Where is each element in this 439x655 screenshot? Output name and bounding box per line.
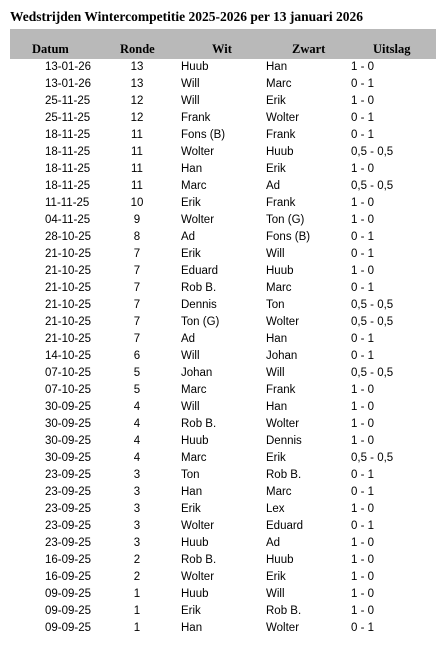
cell-ronde: 13: [130, 61, 144, 73]
cell-uitslag: 0,5 - 0,5: [351, 452, 394, 464]
cell-zwart: Ad: [266, 180, 281, 192]
cell-wit: Marc: [181, 180, 207, 192]
cell-wit: Wolter: [181, 146, 215, 158]
table-row: [0, 569, 439, 586]
cell-uitslag: 0 - 1: [351, 350, 375, 362]
cell-wit: Will: [181, 95, 200, 107]
cell-ronde: 8: [133, 231, 141, 243]
cell-ronde: 3: [133, 503, 141, 515]
cell-ronde: 1: [133, 605, 141, 617]
cell-ronde: 2: [133, 571, 141, 583]
cell-datum: 21-10-25: [45, 316, 92, 328]
cell-zwart: Ad: [266, 537, 281, 549]
table-row: [0, 416, 439, 433]
cell-uitslag: 1 - 0: [351, 95, 375, 107]
cell-wit: Marc: [181, 384, 207, 396]
cell-datum: 25-11-25: [45, 95, 91, 107]
cell-uitslag: 0 - 1: [351, 129, 375, 141]
results-table-body: [0, 59, 439, 637]
table-row: [0, 195, 439, 212]
cell-zwart: Rob B.: [266, 469, 302, 481]
cell-wit: Frank: [181, 112, 211, 124]
table-row: [0, 144, 439, 161]
table-header: [10, 29, 436, 59]
cell-ronde: 7: [133, 265, 141, 277]
table-row: [0, 161, 439, 178]
cell-wit: Eduard: [181, 265, 219, 277]
cell-datum: 23-09-25: [45, 486, 92, 498]
cell-uitslag: 0,5 - 0,5: [351, 146, 394, 158]
column-header-datum: Datum: [32, 42, 69, 56]
cell-wit: Huub: [181, 435, 209, 447]
column-header-zwart: Zwart: [292, 42, 326, 56]
cell-datum: 21-10-25: [45, 282, 92, 294]
table-row: [0, 365, 439, 382]
cell-wit: Rob B.: [181, 418, 217, 430]
cell-wit: Ad: [181, 333, 196, 345]
cell-zwart: Frank: [266, 129, 296, 141]
table-row: [0, 314, 439, 331]
cell-datum: 23-09-25: [45, 503, 92, 515]
cell-zwart: Dennis: [266, 435, 302, 447]
cell-datum: 21-10-25: [45, 299, 92, 311]
table-row: [0, 59, 439, 76]
cell-ronde: 6: [133, 350, 141, 362]
cell-ronde: 4: [133, 435, 141, 447]
table-row: [0, 399, 439, 416]
cell-ronde: 7: [133, 299, 141, 311]
cell-ronde: 7: [133, 248, 141, 260]
cell-ronde: 13: [130, 78, 144, 90]
cell-wit: Ton (G): [181, 316, 220, 328]
cell-datum: 18-11-25: [45, 180, 91, 192]
cell-datum: 30-09-25: [45, 401, 92, 413]
cell-uitslag: 1 - 0: [351, 418, 375, 430]
cell-ronde: 7: [133, 333, 141, 345]
cell-wit: Huub: [181, 588, 209, 600]
cell-datum: 21-10-25: [45, 333, 92, 345]
cell-zwart: Wolter: [266, 622, 300, 634]
table-row: [0, 348, 439, 365]
cell-uitslag: 0 - 1: [351, 520, 375, 532]
cell-wit: Huub: [181, 537, 209, 549]
cell-datum: 28-10-25: [45, 231, 92, 243]
cell-ronde: 12: [130, 95, 144, 107]
cell-ronde: 5: [133, 367, 141, 379]
cell-datum: 07-10-25: [45, 384, 92, 396]
cell-uitslag: 0,5 - 0,5: [351, 299, 394, 311]
table-row: [0, 331, 439, 348]
cell-zwart: Huub: [266, 554, 294, 566]
cell-datum: 09-09-25: [45, 588, 92, 600]
cell-wit: Will: [181, 350, 200, 362]
table-row: [0, 297, 439, 314]
table-row: [0, 212, 439, 229]
cell-uitslag: 0,5 - 0,5: [351, 316, 394, 328]
cell-datum: 30-09-25: [45, 418, 92, 430]
cell-datum: 21-10-25: [45, 248, 92, 260]
cell-uitslag: 1 - 0: [351, 435, 375, 447]
cell-zwart: Marc: [266, 486, 292, 498]
cell-zwart: Erik: [266, 95, 286, 107]
cell-uitslag: 1 - 0: [351, 61, 375, 73]
table-row: [0, 382, 439, 399]
cell-wit: Wolter: [181, 214, 215, 226]
table-row: [0, 501, 439, 518]
table-row: [0, 433, 439, 450]
cell-uitslag: 1 - 0: [351, 401, 375, 413]
cell-zwart: Ton: [266, 299, 285, 311]
cell-uitslag: 1 - 0: [351, 537, 375, 549]
cell-ronde: 3: [133, 469, 141, 481]
cell-uitslag: 1 - 0: [351, 588, 375, 600]
cell-wit: Dennis: [181, 299, 217, 311]
table-row: [0, 229, 439, 246]
cell-wit: Rob B.: [181, 554, 217, 566]
cell-wit: Johan: [181, 367, 213, 379]
cell-uitslag: 1 - 0: [351, 197, 375, 209]
cell-uitslag: 0 - 1: [351, 282, 375, 294]
cell-ronde: 3: [133, 520, 141, 532]
cell-wit: Han: [181, 486, 203, 498]
column-header-ronde: Ronde: [120, 42, 155, 56]
cell-uitslag: 0 - 1: [351, 248, 375, 260]
cell-ronde: 3: [133, 537, 141, 549]
cell-wit: Erik: [181, 248, 201, 260]
cell-wit: Ad: [181, 231, 196, 243]
cell-ronde: 1: [133, 588, 141, 600]
cell-uitslag: 0 - 1: [351, 78, 375, 90]
cell-wit: Erik: [181, 197, 201, 209]
cell-ronde: 9: [133, 214, 141, 226]
table-row: [0, 450, 439, 467]
table-row: [0, 552, 439, 569]
cell-zwart: Eduard: [266, 520, 304, 532]
cell-datum: 23-09-25: [45, 520, 92, 532]
cell-zwart: Wolter: [266, 316, 300, 328]
cell-zwart: Han: [266, 333, 288, 345]
cell-wit: Erik: [181, 503, 201, 515]
cell-ronde: 1: [133, 622, 141, 634]
cell-datum: 21-10-25: [45, 265, 92, 277]
cell-ronde: 11: [131, 146, 143, 158]
cell-zwart: Lex: [266, 503, 285, 515]
table-row: [0, 110, 439, 127]
cell-zwart: Marc: [266, 78, 292, 90]
cell-zwart: Frank: [266, 384, 296, 396]
cell-ronde: 3: [133, 486, 141, 498]
cell-datum: 23-09-25: [45, 469, 92, 481]
cell-datum: 14-10-25: [45, 350, 92, 362]
cell-ronde: 4: [133, 401, 141, 413]
cell-zwart: Erik: [266, 571, 286, 583]
column-header-wit: Wit: [212, 42, 232, 56]
table-row: [0, 484, 439, 501]
cell-uitslag: 0 - 1: [351, 231, 375, 243]
cell-wit: Will: [181, 401, 200, 413]
cell-uitslag: 0 - 1: [351, 112, 375, 124]
cell-uitslag: 0 - 1: [351, 333, 375, 345]
table-row: [0, 127, 439, 144]
cell-zwart: Marc: [266, 282, 292, 294]
cell-datum: 13-01-26: [45, 61, 92, 73]
cell-uitslag: 0 - 1: [351, 486, 375, 498]
cell-datum: 18-11-25: [45, 163, 91, 175]
table-row: [0, 603, 439, 620]
table-row: [0, 263, 439, 280]
cell-zwart: Han: [266, 61, 288, 73]
cell-datum: 30-09-25: [45, 435, 92, 447]
cell-wit: Ton: [181, 469, 200, 481]
cell-ronde: 11: [131, 163, 143, 175]
cell-zwart: Rob B.: [266, 605, 302, 617]
table-row: [0, 535, 439, 552]
cell-zwart: Wolter: [266, 418, 300, 430]
cell-datum: 30-09-25: [45, 452, 92, 464]
table-row: [0, 467, 439, 484]
cell-zwart: Will: [266, 367, 285, 379]
cell-datum: 13-01-26: [45, 78, 92, 90]
cell-zwart: Huub: [266, 146, 294, 158]
cell-uitslag: 1 - 0: [351, 163, 375, 175]
cell-ronde: 7: [133, 282, 141, 294]
cell-zwart: Will: [266, 248, 285, 260]
table-row: [0, 246, 439, 263]
cell-datum: 09-09-25: [45, 622, 92, 634]
cell-wit: Han: [181, 622, 203, 634]
cell-uitslag: 1 - 0: [351, 265, 375, 277]
cell-datum: 16-09-25: [45, 571, 92, 583]
table-row: [0, 586, 439, 603]
cell-wit: Rob B.: [181, 282, 217, 294]
cell-wit: Wolter: [181, 571, 215, 583]
cell-datum: 09-09-25: [45, 605, 92, 617]
cell-uitslag: 1 - 0: [351, 605, 375, 617]
cell-uitslag: 1 - 0: [351, 503, 375, 515]
cell-uitslag: 1 - 0: [351, 571, 375, 583]
cell-zwart: Han: [266, 401, 288, 413]
cell-ronde: 5: [133, 384, 141, 396]
cell-zwart: Ton (G): [266, 214, 305, 226]
cell-uitslag: 1 - 0: [351, 384, 375, 396]
table-row: [0, 76, 439, 93]
table-row: [0, 518, 439, 535]
cell-wit: Will: [181, 78, 200, 90]
table-row: [0, 93, 439, 110]
column-header-uitslag: Uitslag: [373, 42, 411, 56]
cell-ronde: 12: [130, 112, 144, 124]
cell-uitslag: 0 - 1: [351, 469, 375, 481]
cell-datum: 23-09-25: [45, 537, 92, 549]
cell-zwart: Huub: [266, 265, 294, 277]
cell-zwart: Erik: [266, 163, 286, 175]
table-row: [0, 178, 439, 195]
cell-zwart: Fons (B): [266, 231, 311, 243]
cell-zwart: Frank: [266, 197, 296, 209]
cell-ronde: 2: [133, 554, 141, 566]
cell-wit: Wolter: [181, 520, 215, 532]
cell-uitslag: 0,5 - 0,5: [351, 180, 394, 192]
table-row: [0, 620, 439, 637]
cell-uitslag: 0 - 1: [351, 622, 375, 634]
cell-datum: 18-11-25: [45, 129, 91, 141]
cell-wit: Han: [181, 163, 203, 175]
cell-datum: 07-10-25: [45, 367, 92, 379]
cell-wit: Erik: [181, 605, 201, 617]
cell-zwart: Johan: [266, 350, 298, 362]
cell-zwart: Wolter: [266, 112, 300, 124]
cell-wit: Fons (B): [181, 129, 226, 141]
cell-wit: Marc: [181, 452, 207, 464]
cell-datum: 16-09-25: [45, 554, 92, 566]
page-title: Wedstrijden Wintercompetitie 2025-2026 per 13 januari 2026: [10, 9, 363, 24]
cell-datum: 18-11-25: [45, 146, 91, 158]
cell-wit: Huub: [181, 61, 209, 73]
cell-uitslag: 1 - 0: [351, 214, 375, 226]
table-row: [0, 280, 439, 297]
cell-zwart: Will: [266, 588, 285, 600]
cell-uitslag: 0,5 - 0,5: [351, 367, 394, 379]
cell-ronde: 7: [133, 316, 141, 328]
cell-ronde: 11: [131, 180, 143, 192]
cell-uitslag: 1 - 0: [351, 554, 375, 566]
cell-datum: 25-11-25: [45, 112, 91, 124]
cell-ronde: 4: [133, 452, 141, 464]
cell-ronde: 10: [130, 197, 144, 209]
cell-datum: 11-11-25: [45, 197, 90, 209]
cell-ronde: 4: [133, 418, 141, 430]
cell-datum: 04-11-25: [45, 214, 91, 226]
cell-ronde: 11: [131, 129, 143, 141]
cell-zwart: Erik: [266, 452, 286, 464]
